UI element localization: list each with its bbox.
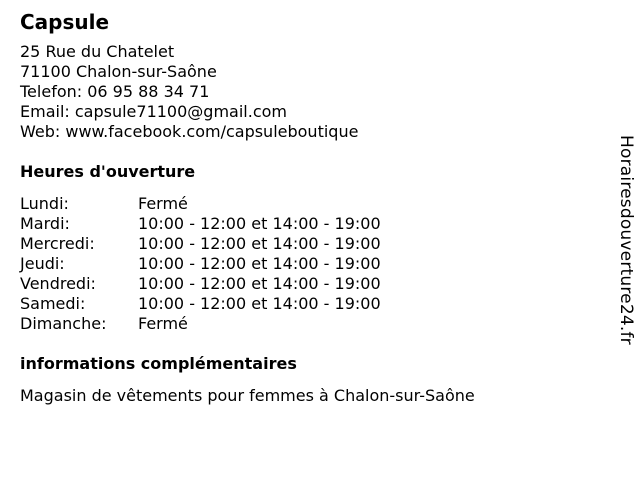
day-hours: 10:00 - 12:00 et 14:00 - 19:00 — [138, 274, 381, 293]
hours-row-thursday — [20, 254, 600, 274]
hours-row-friday — [20, 274, 600, 294]
day-label: Samedi: — [20, 294, 86, 313]
hours-row-saturday — [20, 294, 600, 314]
day-label: Vendredi: — [20, 274, 96, 293]
email-line: Email: capsule71100@gmail.com — [20, 102, 287, 121]
day-hours: 10:00 - 12:00 et 14:00 - 19:00 — [138, 294, 381, 313]
day-label: Mercredi: — [20, 234, 95, 253]
day-hours: 10:00 - 12:00 et 14:00 - 19:00 — [138, 214, 381, 233]
day-label: Dimanche: — [20, 314, 107, 333]
day-label: Mardi: — [20, 214, 70, 233]
business-name: Capsule — [20, 10, 110, 34]
site-watermark: Horairesdouverture24.fr — [616, 135, 636, 345]
day-hours: 10:00 - 12:00 et 14:00 - 19:00 — [138, 234, 381, 253]
info-heading: informations complémentaires — [20, 354, 297, 373]
contact-block — [20, 42, 600, 142]
info-description: Magasin de vêtements pour femmes à Chalon-sur-Saône — [20, 386, 475, 405]
day-label: Jeudi: — [20, 254, 65, 273]
day-hours: Fermé — [138, 314, 188, 333]
hours-row-monday — [20, 194, 600, 214]
hours-row-tuesday — [20, 214, 600, 234]
hours-table — [20, 194, 600, 334]
hours-row-sunday — [20, 314, 600, 334]
day-hours: Fermé — [138, 194, 188, 213]
address-line-2: 71100 Chalon-sur-Saône — [20, 62, 217, 81]
day-hours: 10:00 - 12:00 et 14:00 - 19:00 — [138, 254, 381, 273]
web-line: Web: www.facebook.com/capsuleboutique — [20, 122, 359, 141]
hours-heading: Heures d'ouverture — [20, 162, 196, 181]
phone-line: Telefon: 06 95 88 34 71 — [20, 82, 210, 101]
hours-row-wednesday — [20, 234, 600, 254]
day-label: Lundi: — [20, 194, 69, 213]
address-line-1: 25 Rue du Chatelet — [20, 42, 175, 61]
business-card — [20, 10, 600, 406]
